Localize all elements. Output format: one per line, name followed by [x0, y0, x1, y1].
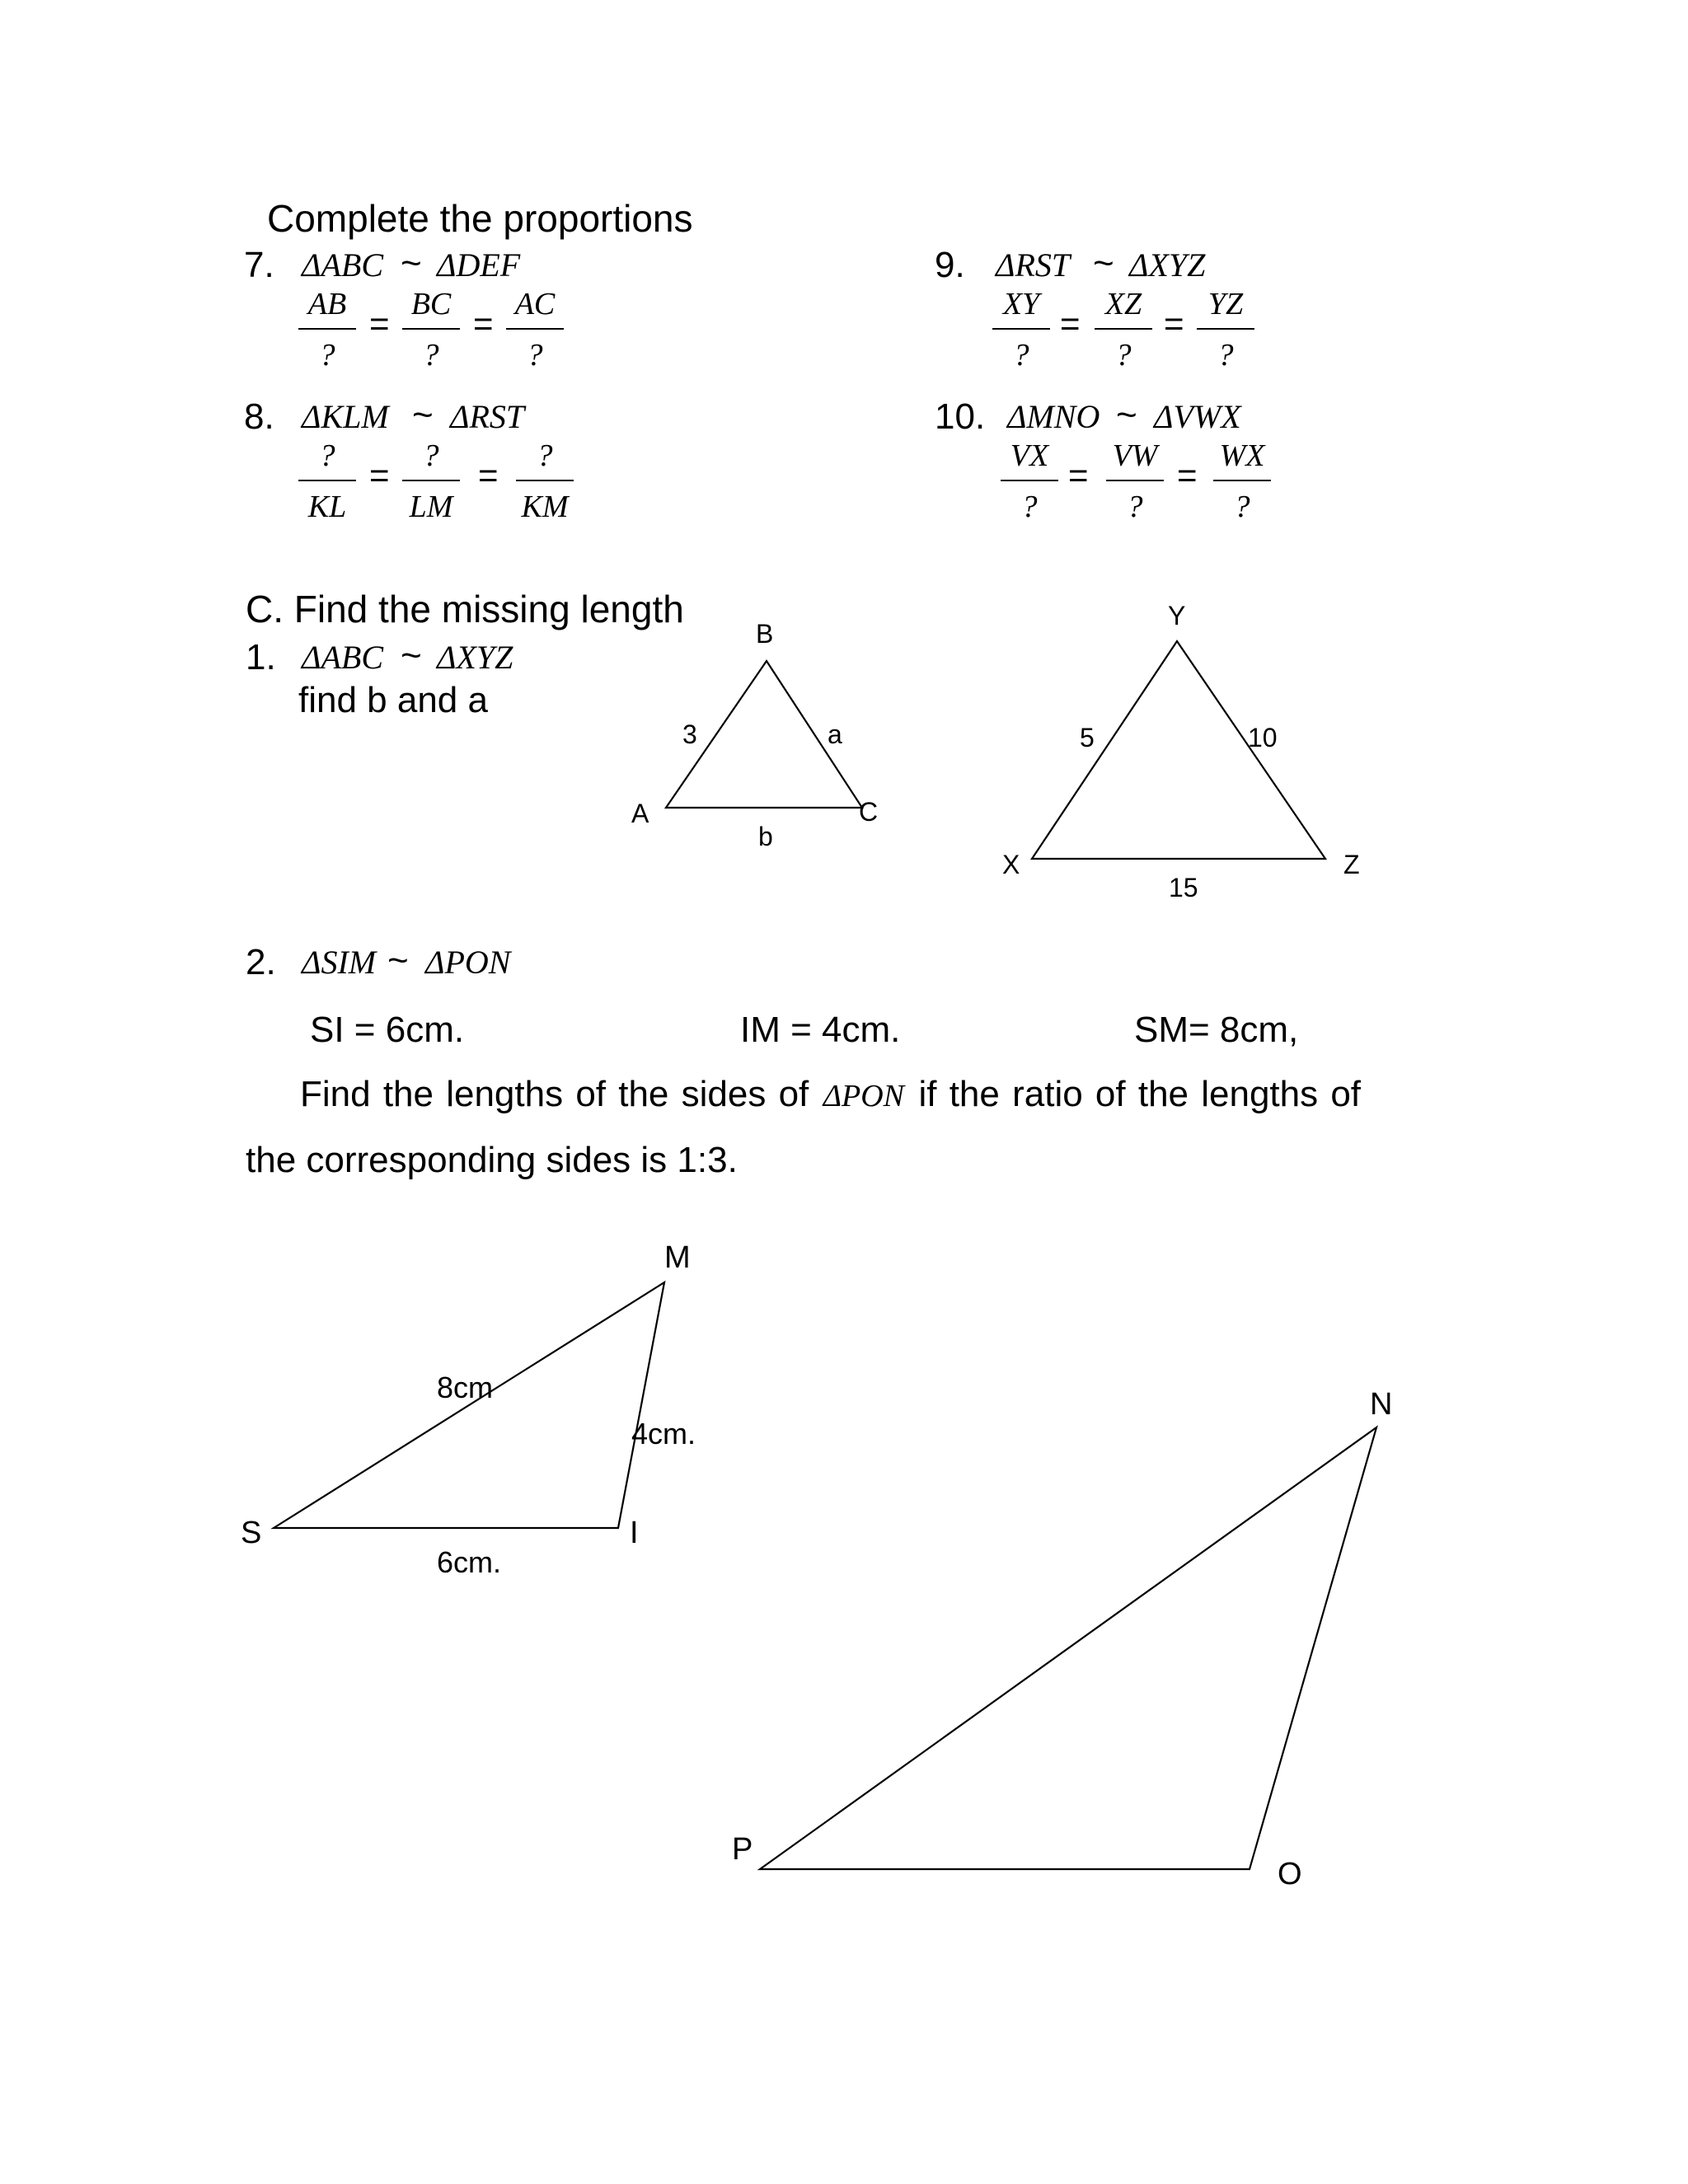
problem-8-fraction-2	[402, 440, 460, 523]
vertex-label-n: N	[1370, 1387, 1393, 1422]
problem-10-number: 10.	[935, 396, 986, 437]
problem-c1-right-triangle: ΔXYZ	[437, 639, 513, 676]
triangle-pon-figure	[709, 1368, 1418, 1912]
fraction-bar	[298, 328, 356, 330]
fraction-denominator: KM	[521, 490, 569, 524]
problem-10-similar: ~	[1116, 395, 1137, 435]
problem-c1-number: 1.	[246, 637, 276, 677]
fraction-bar	[992, 328, 1050, 330]
problem-10-left-triangle: ΔMNO	[1007, 398, 1100, 435]
question-text-before: Find the lengths of the sides of	[300, 1074, 809, 1114]
fraction-bar	[1095, 328, 1152, 330]
problem-c2-question-line-2: the corresponding sides is 1:3.	[246, 1140, 738, 1180]
problem-8-fraction-1	[298, 440, 356, 523]
equals-sign: =	[1177, 456, 1198, 494]
problem-7-fraction-1	[298, 288, 356, 371]
equals-sign: =	[369, 456, 390, 494]
equals-sign: =	[1164, 304, 1184, 343]
triangle-abc-figure	[610, 610, 907, 857]
side-label-ab: 3	[682, 719, 697, 749]
fraction-numerator: VW	[1112, 438, 1158, 473]
fraction-numerator: AC	[514, 287, 556, 321]
fraction-numerator: BC	[410, 287, 452, 321]
side-label-si: 6cm.	[437, 1545, 502, 1579]
fraction-numerator: YZ	[1207, 287, 1244, 321]
problem-8-fraction-3	[516, 440, 574, 523]
fraction-bar	[1001, 480, 1058, 481]
problem-9-right-triangle: ΔXYZ	[1129, 246, 1206, 284]
triangle-xyz	[1032, 641, 1325, 859]
triangle-xyz-figure	[989, 593, 1385, 907]
fraction-bar	[1106, 480, 1164, 481]
problem-10-fraction-2	[1106, 440, 1164, 523]
problem-9-similar: ~	[1093, 243, 1114, 284]
fraction-denominator: ?	[1115, 338, 1132, 373]
problem-7-right-triangle: ΔDEF	[437, 246, 521, 284]
vertex-label-s: S	[241, 1516, 262, 1550]
side-label-yz: 10	[1248, 723, 1278, 752]
question-text-after: if the ratio of the lengths of	[918, 1074, 1362, 1114]
problem-7-fraction-3	[506, 288, 564, 371]
problem-c1-left-triangle: ΔABC	[302, 639, 384, 676]
triangle-sim-figure	[223, 1228, 783, 1591]
side-label-xy: 5	[1080, 723, 1095, 752]
problem-c2-number: 2.	[246, 942, 276, 982]
problem-7-similar: ~	[401, 243, 422, 284]
fraction-numerator: ?	[423, 438, 439, 473]
fraction-numerator: XY	[1002, 287, 1040, 321]
problem-8-number: 8.	[244, 396, 274, 437]
fraction-bar	[516, 480, 574, 481]
vertex-label-m: M	[664, 1240, 691, 1275]
equals-sign: =	[369, 304, 390, 343]
problem-9-fraction-1	[992, 288, 1050, 371]
problem-c1-instruction: find b and a	[298, 680, 488, 720]
vertex-label-x: X	[1002, 850, 1020, 879]
fraction-numerator: AB	[307, 287, 347, 321]
fraction-bar	[1197, 328, 1254, 330]
given-si: SI = 6cm.	[310, 1010, 465, 1050]
question-triangle: ΔPON	[823, 1079, 905, 1113]
fraction-numerator: ?	[319, 438, 335, 473]
vertex-label-b: B	[756, 619, 774, 649]
side-label-im: 4cm.	[631, 1417, 696, 1451]
fraction-denominator: ?	[1021, 490, 1038, 524]
vertex-label-a: A	[631, 799, 649, 828]
equals-sign: =	[1068, 456, 1089, 494]
triangle-pon	[760, 1427, 1376, 1869]
fraction-bar	[298, 480, 356, 481]
side-label-ac: b	[758, 822, 773, 851]
problem-c2-right-triangle: ΔPON	[425, 944, 511, 981]
side-label-bc: a	[828, 719, 842, 749]
problem-c1-similar: ~	[401, 635, 422, 676]
problem-9-number: 9.	[935, 245, 965, 285]
fraction-bar	[506, 328, 564, 330]
vertex-label-z: Z	[1343, 850, 1360, 879]
problem-9-fraction-3	[1197, 288, 1254, 371]
equals-sign: =	[478, 456, 499, 494]
side-label-xz: 15	[1169, 873, 1198, 902]
vertex-label-c: C	[859, 797, 879, 827]
vertex-label-p: P	[732, 1832, 753, 1867]
problem-9-left-triangle: ΔRST	[996, 246, 1071, 284]
problem-8-left-triangle: ΔKLM	[302, 398, 389, 435]
given-im: IM = 4cm.	[740, 1010, 901, 1050]
triangle-sim	[274, 1282, 664, 1528]
problem-c2-question-line-1	[300, 1076, 1361, 1113]
fraction-bar	[402, 328, 460, 330]
fraction-numerator: VX	[1010, 438, 1049, 473]
section-heading-missing-length: C. Find the missing length	[246, 588, 684, 630]
fraction-numerator: XZ	[1104, 287, 1142, 321]
fraction-denominator: ?	[423, 338, 439, 373]
fraction-bar	[402, 480, 460, 481]
vertex-label-y: Y	[1168, 601, 1186, 630]
fraction-denominator: LM	[409, 490, 453, 524]
equals-sign: =	[473, 304, 494, 343]
problem-7-number: 7.	[244, 245, 274, 285]
fraction-denominator: ?	[1127, 490, 1143, 524]
side-label-sm: 8cm	[437, 1371, 494, 1404]
fraction-denominator: ?	[319, 338, 335, 373]
fraction-denominator: ?	[1234, 490, 1250, 524]
problem-7-fraction-2	[402, 288, 460, 371]
fraction-denominator: ?	[527, 338, 543, 373]
problem-c2-similar: ~	[387, 940, 409, 981]
problem-10-fraction-1	[1001, 440, 1058, 523]
problem-10-right-triangle: ΔVWX	[1154, 398, 1241, 435]
fraction-denominator: KL	[307, 490, 347, 524]
fraction-denominator: ?	[1217, 338, 1234, 373]
given-sm: SM= 8cm,	[1134, 1010, 1299, 1050]
problem-c2-left-triangle: ΔSIM	[302, 944, 377, 981]
fraction-numerator: WX	[1219, 438, 1265, 473]
problem-9-fraction-2	[1095, 288, 1152, 371]
section-heading-proportions: Complete the proportions	[267, 197, 693, 240]
problem-8-right-triangle: ΔRST	[450, 398, 525, 435]
problem-7-left-triangle: ΔABC	[302, 246, 384, 284]
vertex-label-i: I	[630, 1516, 639, 1550]
fraction-denominator: ?	[1013, 338, 1029, 373]
fraction-bar	[1213, 480, 1271, 481]
problem-10-fraction-3	[1213, 440, 1271, 523]
equals-sign: =	[1060, 304, 1081, 343]
vertex-label-o: O	[1278, 1857, 1302, 1891]
fraction-numerator: ?	[537, 438, 553, 473]
problem-8-similar: ~	[412, 395, 434, 435]
